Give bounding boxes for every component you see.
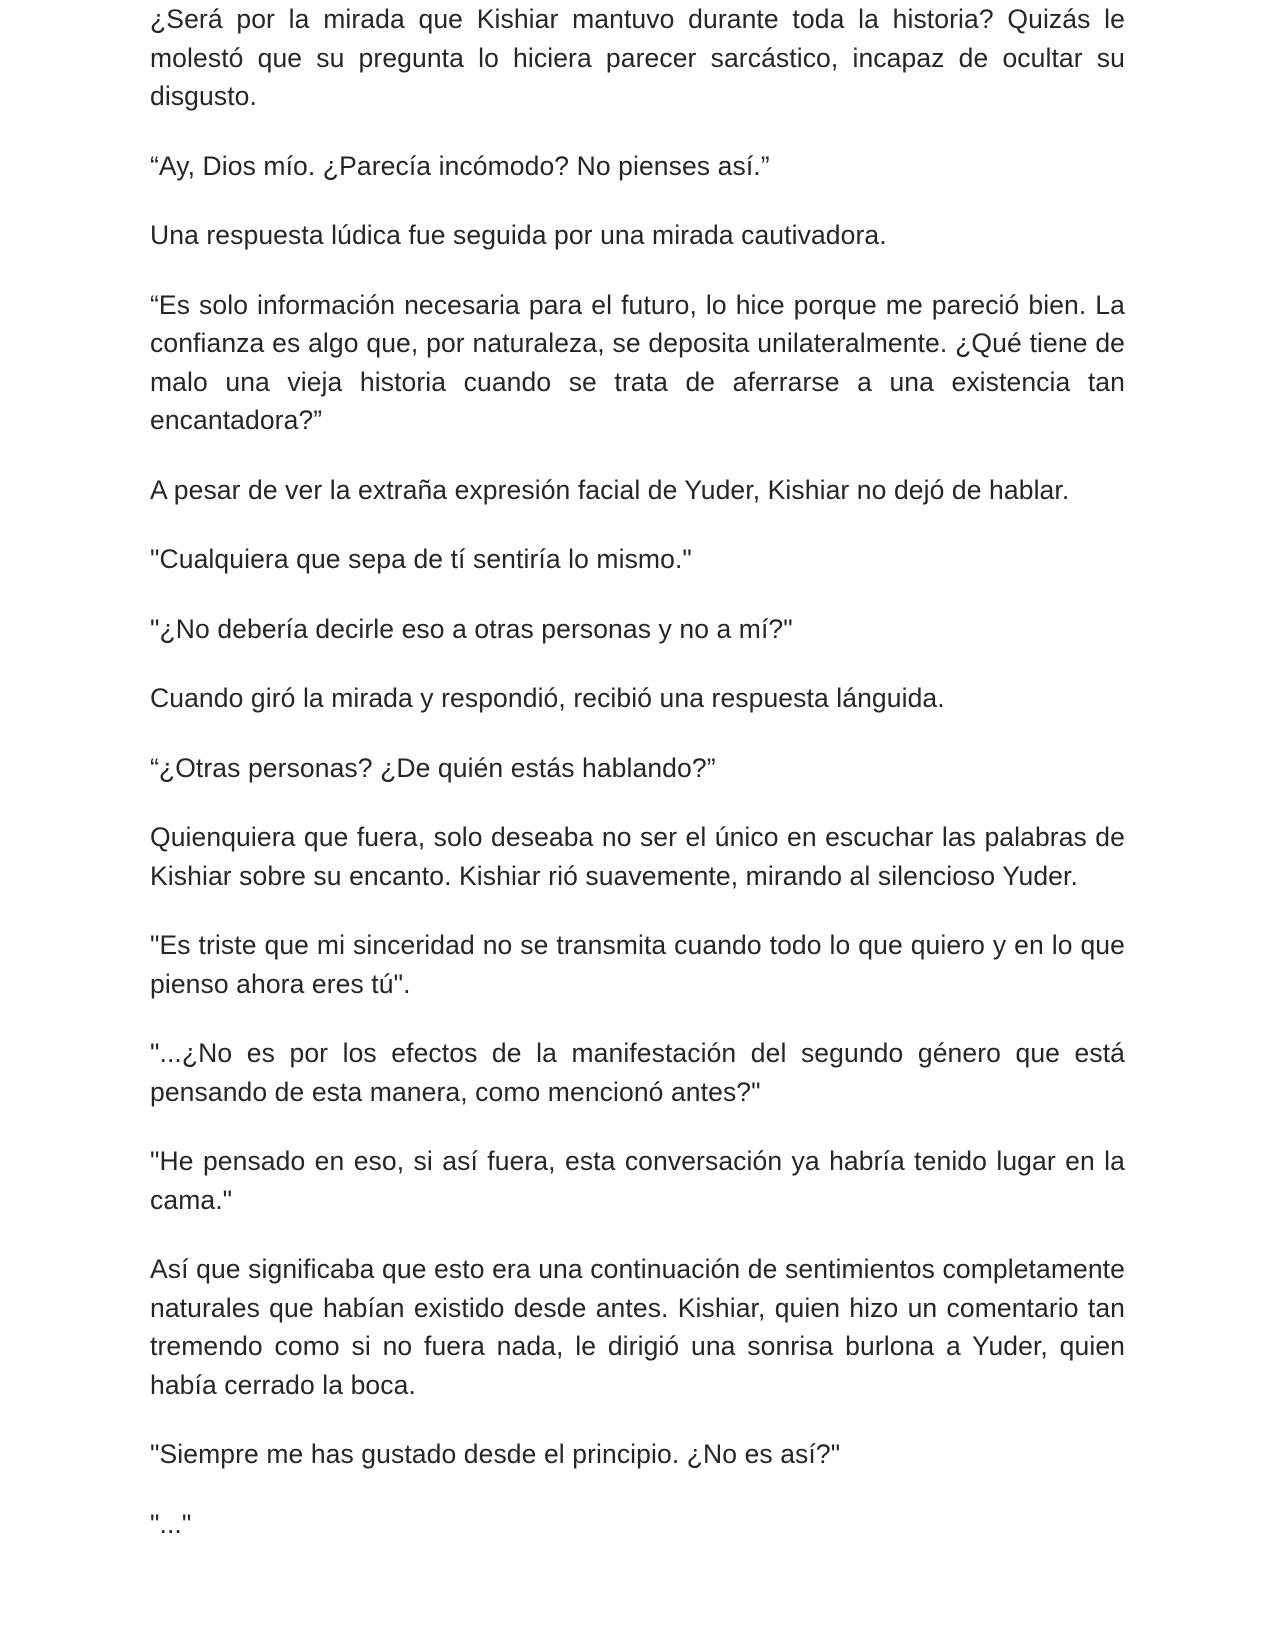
paragraph-11: "Es triste que mi sinceridad no se transmita cuando todo lo que quiero y en lo que pienso ahora eres tú". <box>150 930 1125 999</box>
paragraph-13: "He pensado en eso, si así fuera, esta conversación ya habría tenido lugar en la cama." <box>150 1146 1125 1215</box>
paragraph-5: A pesar de ver la extraña expresión facial de Yuder, Kishiar no dejó de hablar. <box>150 474 1070 505</box>
document-page <box>150 0 1125 1574</box>
paragraph-9: “¿Otras personas? ¿De quién estás hablando?” <box>150 752 716 783</box>
paragraph-12: "...¿No es por los efectos de la manifestación del segundo género que está pensando de esta manera, como mencionó antes?" <box>150 1038 1125 1107</box>
paragraph-2: “Ay, Dios mío. ¿Parecía incómodo? No pienses así.” <box>150 150 770 181</box>
paragraph-1: ¿Será por la mirada que Kishiar mantuvo durante toda la historia? Quizás le molestó que su pregunta lo hiciera parecer sarcástico, incapaz de ocultar su disgusto. <box>150 4 1125 111</box>
paragraph-16: "..." <box>150 1508 192 1539</box>
paragraph-15: "Siempre me has gustado desde el principio. ¿No es así?" <box>150 1439 841 1469</box>
paragraph-7: "¿No debería decirle eso a otras personas y no a mí?" <box>150 613 793 644</box>
paragraph-8: Cuando giró la mirada y respondió, recibió una respuesta lánguida. <box>150 683 945 713</box>
paragraph-6: "Cualquiera que sepa de tí sentiría lo mismo." <box>150 544 692 574</box>
paragraph-10: Quienquiera que fuera, solo deseaba no ser el único en escuchar las palabras de Kishiar sobre su encanto. Kishiar rió suavemente, mirando al silencioso Yuder. <box>150 822 1125 891</box>
paragraph-4: “Es solo información necesaria para el futuro, lo hice porque me pareció bien. La confianza es algo que, por naturaleza, se deposita unilateralmente. ¿Qué tiene de malo una vieja historia cuando se trata de aferrarse a una existencia tan encantadora?” <box>150 289 1125 435</box>
paragraph-3: Una respuesta lúdica fue seguida por una mirada cautivadora. <box>150 220 887 250</box>
paragraph-14: Así que significaba que esto era una continuación de sentimientos completamente naturales que habían existido desde antes. Kishiar, quien hizo un comentario tan tremendo como si no fuera nada, le dirigió una sonrisa burlona a Yuder, quien había cerrado la boca. <box>150 1254 1125 1400</box>
